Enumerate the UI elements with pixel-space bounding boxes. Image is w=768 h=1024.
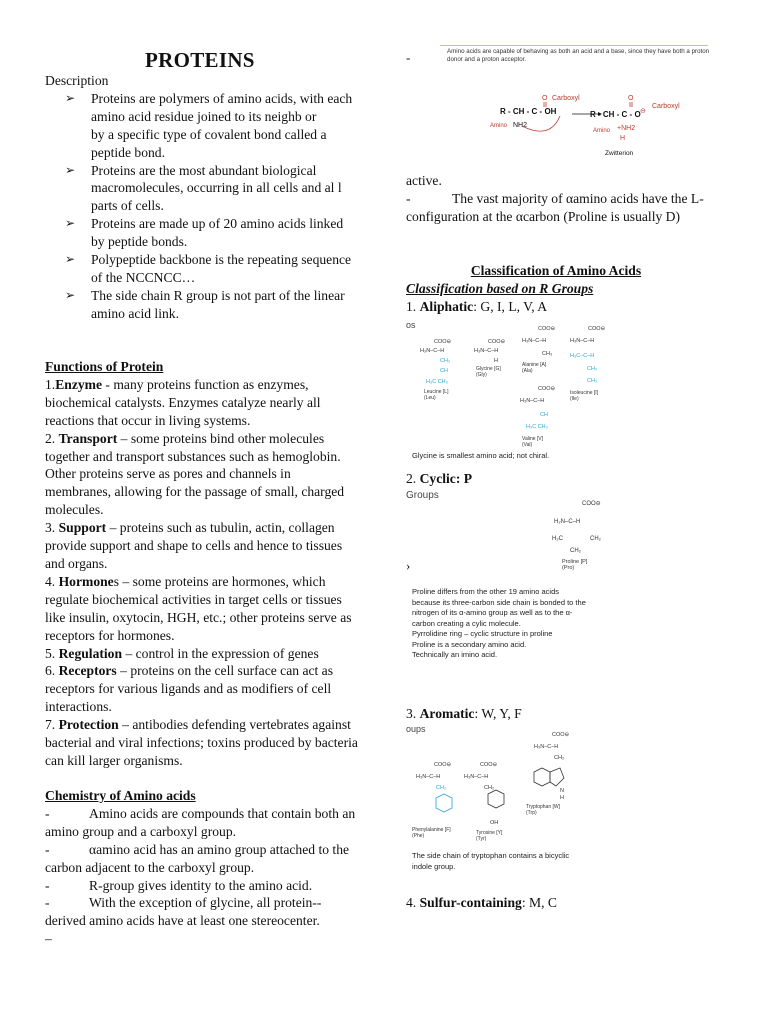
page-title: PROTEINS xyxy=(145,48,255,72)
description-section xyxy=(45,72,360,323)
zwitterion-diagram xyxy=(480,82,710,162)
aromatic-corner-text: oups xyxy=(406,724,426,734)
zwitterion-caption: Amino acids are capable of behaving as both an acid and a base, since they have both a proton donor and a proton acceptor. xyxy=(447,48,710,63)
functions-section xyxy=(45,358,360,770)
functions-heading: Functions of Protein xyxy=(45,359,164,374)
amino-label: Amino xyxy=(490,123,508,129)
arrow-bullet-icon: ➢ xyxy=(65,216,76,231)
tryptophan-note: The side chain of tryptophan contains a bicyclic indole group. xyxy=(412,851,570,871)
svg-text:H₃N–C–H: H₃N–C–H xyxy=(464,774,489,780)
carboxyl-label: Carboxyl xyxy=(552,95,580,102)
group-cyclic: 2. Cyclic: P xyxy=(406,471,473,486)
active-text: active. xyxy=(406,173,442,188)
svg-text:H₂N–C–H: H₂N–C–H xyxy=(554,519,581,525)
chemistry-section xyxy=(45,787,360,948)
aliphatic-structures xyxy=(412,320,612,448)
nh2-label: NH2 xyxy=(513,122,528,129)
list-item: ➢ Proteins are polymers of amino acids, with each amino acid residue joined to its neighb or xyxy=(65,90,353,124)
zwitterion-o-right: O xyxy=(628,95,634,102)
left-formula: R - CH - C - OH xyxy=(500,107,557,116)
svg-text:CH₂: CH₂ xyxy=(590,536,601,542)
proline-note: Proline differs from the other 19 amino acids because its three-carbon side chain is bonded to the nitrogen of its α-amino group as well as to the α- carbon creating a cylic molecule. Pyrrolidine ring – cyclic structure in proline Proline is a secondary amino acid. Technically an imino acid. xyxy=(412,587,586,659)
svg-text:COO⊖: COO⊖ xyxy=(488,339,506,345)
svg-text:H₃N–C–H: H₃N–C–H xyxy=(520,398,545,404)
svg-text:CH: CH xyxy=(540,412,548,418)
isoleucine-label: Isoleucine [I] (Ile) xyxy=(570,390,599,402)
tyrosine-label: Tyrosine [Y] (Tyr) xyxy=(476,830,503,842)
list-item: ➢ Proteins are made up of 20 amino acids linked by peptide bonds. xyxy=(65,216,344,250)
right-formula: R - CH - C - O xyxy=(590,110,641,119)
description-list xyxy=(45,90,360,323)
h-label: H xyxy=(620,135,626,142)
svg-text:H: H xyxy=(560,795,564,801)
function-item: 5. Regulation – control in the expression of genes xyxy=(45,645,319,661)
svg-text:CH₂: CH₂ xyxy=(484,785,495,791)
proline-structure xyxy=(540,495,630,575)
divider xyxy=(440,45,708,46)
list-item: ➢ Polypeptide backbone is the repeating sequence of the NCCNCC… xyxy=(65,252,352,285)
group-aliphatic: 1. Aliphatic: G, I, L, V, A xyxy=(406,299,548,314)
function-item: 3. Support – proteins such as tubulin, actin, collagen provide support and shape to cells and hence to tissues and organs. xyxy=(45,520,343,571)
carboxyl-label-right: Carboxyl xyxy=(652,103,680,110)
zwitterion-o: O xyxy=(542,95,548,102)
svg-text:COO⊖: COO⊖ xyxy=(538,386,556,392)
svg-text:COO⊖: COO⊖ xyxy=(582,501,601,507)
svg-text:COO⊖: COO⊖ xyxy=(434,339,452,345)
majority-text: - The vast majority of αamino acids have the L-configuration at the αcarbon (Proline is usually D) xyxy=(406,191,704,224)
tryptophan-label: Tryptophan [W] (Trp) xyxy=(526,804,560,816)
svg-text:CH₂: CH₂ xyxy=(587,366,598,372)
cyclic-corner-text: Groups xyxy=(406,490,439,501)
glycine-note: Glycine is smallest amino acid; not chiral. xyxy=(412,451,550,460)
svg-text:COO⊖: COO⊖ xyxy=(538,326,556,332)
svg-text:OH: OH xyxy=(490,820,499,826)
aliphatic-corner-text: os xyxy=(406,320,416,330)
svg-text:H: H xyxy=(494,358,498,364)
right-text-block xyxy=(406,172,716,226)
group-sulfur: 4. Sulfur-containing: M, C xyxy=(406,895,557,910)
svg-text:H₃N–C–H: H₃N–C–H xyxy=(416,774,441,780)
group-aromatic: 3. Aromatic: W, Y, F xyxy=(406,706,522,721)
description-label: Description xyxy=(45,73,109,88)
function-item: 7. Protection – antibodies defending vertebrates against bacterial and viral infections; toxins produced by bacteria can kill larger organisms. xyxy=(45,717,358,768)
svg-text:COO⊖: COO⊖ xyxy=(588,326,606,332)
amino-label-right: Amino xyxy=(593,128,611,134)
svg-text:H₂C: H₂C xyxy=(552,536,563,542)
chemistry-heading: Chemistry of Amino acids xyxy=(45,788,196,803)
cyclic-mark: › xyxy=(406,558,411,573)
svg-text:CH₂: CH₂ xyxy=(436,785,447,791)
figure-dash: - xyxy=(406,50,411,65)
svg-text:⊖: ⊖ xyxy=(640,108,646,115)
chemistry-item: - αamino acid has an amino group attached to the carbon adjacent to the carboxyl group. xyxy=(45,841,350,875)
arrow-bullet-icon: ➢ xyxy=(65,287,76,302)
arrow-bullet-icon: ➢ xyxy=(65,252,76,267)
svg-text:CH₂: CH₂ xyxy=(440,358,451,364)
chemistry-item: - With the exception of glycine, all protein--derived amino acids have at least one stereocenter. xyxy=(45,895,322,929)
nh3-label: +NH2 xyxy=(617,125,636,132)
valine-label: Valine [V] (Val) xyxy=(522,436,544,448)
function-item: 2. Transport – some proteins bind other molecules together and transport substances such as hemoglobin. Other proteins serve as pores and channels in membranes, allowing for the passage of small, charged molecules. xyxy=(45,430,345,518)
svg-text:CH₃: CH₃ xyxy=(587,378,598,384)
list-item: ➢ The side chain R group is not part of the linear amino acid link. xyxy=(65,287,345,321)
svg-text:H₃N–C–H: H₃N–C–H xyxy=(570,338,595,344)
list-item: ➢ Proteins are the most abundant biological macromolecules, occurring in all cells and al l parts of cells. xyxy=(65,162,342,214)
leucine-label: Leucine [L] (Leu) xyxy=(424,389,449,401)
alanine-label: Alanine [A] (Ala) xyxy=(522,362,547,374)
classification-subheading: Classification based on R Groups xyxy=(406,281,594,296)
list-item: by a specific type of covalent bond called a peptide bond. xyxy=(91,126,327,160)
svg-text:H₃N–C–H: H₃N–C–H xyxy=(474,348,499,354)
chemistry-item: - Amino acids are compounds that contain both an amino group and a carboxyl group. xyxy=(45,805,356,839)
classification-heading: Classification of Amino Acids xyxy=(470,263,642,278)
svg-text:COO⊖: COO⊖ xyxy=(552,732,570,738)
phenylalanine-label: Phenylalanine [F] (Phe) xyxy=(412,827,451,839)
arrow-bullet-icon: ➢ xyxy=(65,162,76,177)
function-item: 4. Hormones – some proteins are hormones, which regulate biochemical activities in target cells or tissues like insulin, oxytocin, HGH, etc.; other proteins serve as receptors for hormones. xyxy=(45,573,352,643)
arrow-bullet-icon: ➢ xyxy=(65,90,76,105)
aromatic-structures xyxy=(410,728,590,848)
svg-text:H₃N–C–H: H₃N–C–H xyxy=(420,348,445,354)
svg-text:COO⊖: COO⊖ xyxy=(480,762,498,768)
svg-text:CH₃: CH₃ xyxy=(542,351,553,357)
svg-text:H₃N–C–H: H₃N–C–H xyxy=(522,338,547,344)
svg-text:H₃C CH₃: H₃C CH₃ xyxy=(526,424,548,430)
chemistry-item: - R-group gives identity to the amino acid. xyxy=(45,877,313,893)
chemistry-trailing-dash: – xyxy=(45,931,52,947)
svg-text:CH₂: CH₂ xyxy=(554,755,565,761)
svg-text:CH: CH xyxy=(440,368,448,374)
classification-section xyxy=(406,262,716,316)
glycine-label: Glycine [G] (Gly) xyxy=(476,366,501,378)
function-item: 6. Receptors – proteins on the cell surface can act as receptors for various ligands and as modifiers of cell interactions. xyxy=(45,663,334,715)
zwitterion-label: Zwitterion xyxy=(605,150,634,157)
svg-text:H₃N–C–H: H₃N–C–H xyxy=(534,744,559,750)
svg-text:H₃C–C–H: H₃C–C–H xyxy=(570,353,595,359)
proline-label: Proline [P] (Pro) xyxy=(562,559,588,571)
svg-text:N: N xyxy=(560,788,564,794)
svg-text:COO⊖: COO⊖ xyxy=(434,762,452,768)
function-item: 1.Enzyme - many proteins function as enzymes, biochemical catalysts. Enzymes catalyze nearly all reactions that occur in living systems. xyxy=(45,376,321,428)
svg-text:H₃C CH₃: H₃C CH₃ xyxy=(426,379,448,385)
svg-text:CH₂: CH₂ xyxy=(570,548,581,554)
